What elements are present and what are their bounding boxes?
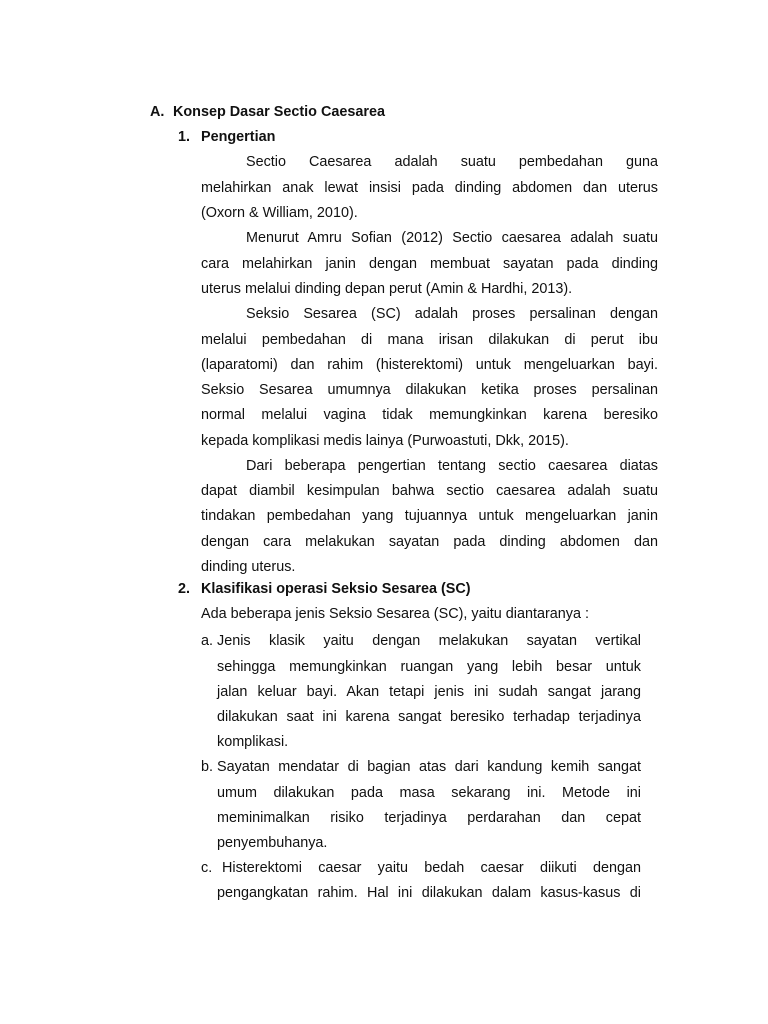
para-2-line-1: Menurut Amru Sofian (2012) Sectio caesarea adalah suatu [246, 230, 658, 246]
item-b-marker: b. [201, 759, 214, 775]
para-4-line-2: dapat diambil kesimpulan bahwa sectio caesarea adalah suatu [201, 483, 658, 499]
heading-a-title: Konsep Dasar Sectio Caesarea [173, 104, 385, 120]
item-a-marker: a. [201, 633, 214, 649]
para-2-line-3: uterus melalui dinding depan perut (Amin & Hardhi, 2013). [201, 281, 573, 297]
para-3-line-2: melalui pembedahan di mana irisan dilakukan di perut ibu [201, 332, 658, 348]
section-1-marker: 1. [178, 129, 191, 145]
section-1-title: Pengertian [201, 129, 276, 145]
item-c-line-1: Histerektomi caesar yaitu bedah caesar diikuti dengan [222, 860, 641, 876]
para-3-line-6: kepada komplikasi medis lainya (Purwoastuti, Dkk, 2015). [201, 433, 569, 449]
section-2-marker: 2. [178, 581, 191, 597]
item-a-line-4: dilakukan saat ini karena sangat beresiko terhadap terjadinya [217, 709, 641, 725]
para-3-line-1: Seksio Sesarea (SC) adalah proses persalinan dengan [246, 306, 658, 322]
item-b-line-3: meminimalkan risiko terjadinya perdarahan dan cepat [217, 810, 641, 826]
item-b-line-1: Sayatan mendatar di bagian atas dari kandung kemih sangat [217, 759, 641, 775]
item-b-line-4: penyembuhanya. [217, 835, 328, 851]
item-c-line-2: pengangkatan rahim. Hal ini dilakukan dalam kasus-kasus di [217, 885, 641, 901]
section-2-intro: Ada beberapa jenis Seksio Sesarea (SC), yaitu diantaranya : [201, 606, 589, 622]
item-c-marker: c. [201, 860, 213, 876]
para-4-line-4: dengan cara melakukan sayatan pada dinding abdomen dan [201, 534, 658, 550]
section-2-title: Klasifikasi operasi Seksio Sesarea (SC) [201, 581, 471, 597]
item-a-line-2: sehingga memungkinkan ruangan yang lebih besar untuk [217, 659, 641, 675]
para-3-line-5: normal melalui vagina tidak memungkinkan karena beresiko [201, 407, 658, 423]
para-4-line-3: tindakan pembedahan yang tujuannya untuk mengeluarkan janin [201, 508, 658, 524]
heading-a-marker: A. [150, 104, 165, 120]
para-1-line-1: Sectio Caesarea adalah suatu pembedahan guna [246, 154, 658, 170]
para-1-line-3: (Oxorn & William, 2010). [201, 205, 358, 221]
item-a-line-5: komplikasi. [217, 734, 289, 750]
item-b-line-2: umum dilakukan pada masa sekarang ini. Metode ini [217, 785, 641, 801]
item-a-line-3: jalan keluar bayi. Akan tetapi jenis ini sudah sangat jarang [217, 684, 641, 700]
item-a-line-1: Jenis klasik yaitu dengan melakukan sayatan vertikal [217, 633, 641, 649]
para-3-line-4: Seksio Sesarea umumnya dilakukan ketika proses persalinan [201, 382, 658, 398]
para-2-line-2: cara melahirkan janin dengan membuat sayatan pada dinding [201, 256, 658, 272]
para-3-line-3: (laparatomi) dan rahim (histerektomi) untuk mengeluarkan bayi. [201, 357, 658, 373]
para-4-line-5: dinding uterus. [201, 559, 296, 575]
para-1-line-2: melahirkan anak lewat insisi pada dinding abdomen dan uterus [201, 180, 658, 196]
para-4-line-1: Dari beberapa pengertian tentang sectio caesarea diatas [246, 458, 658, 474]
